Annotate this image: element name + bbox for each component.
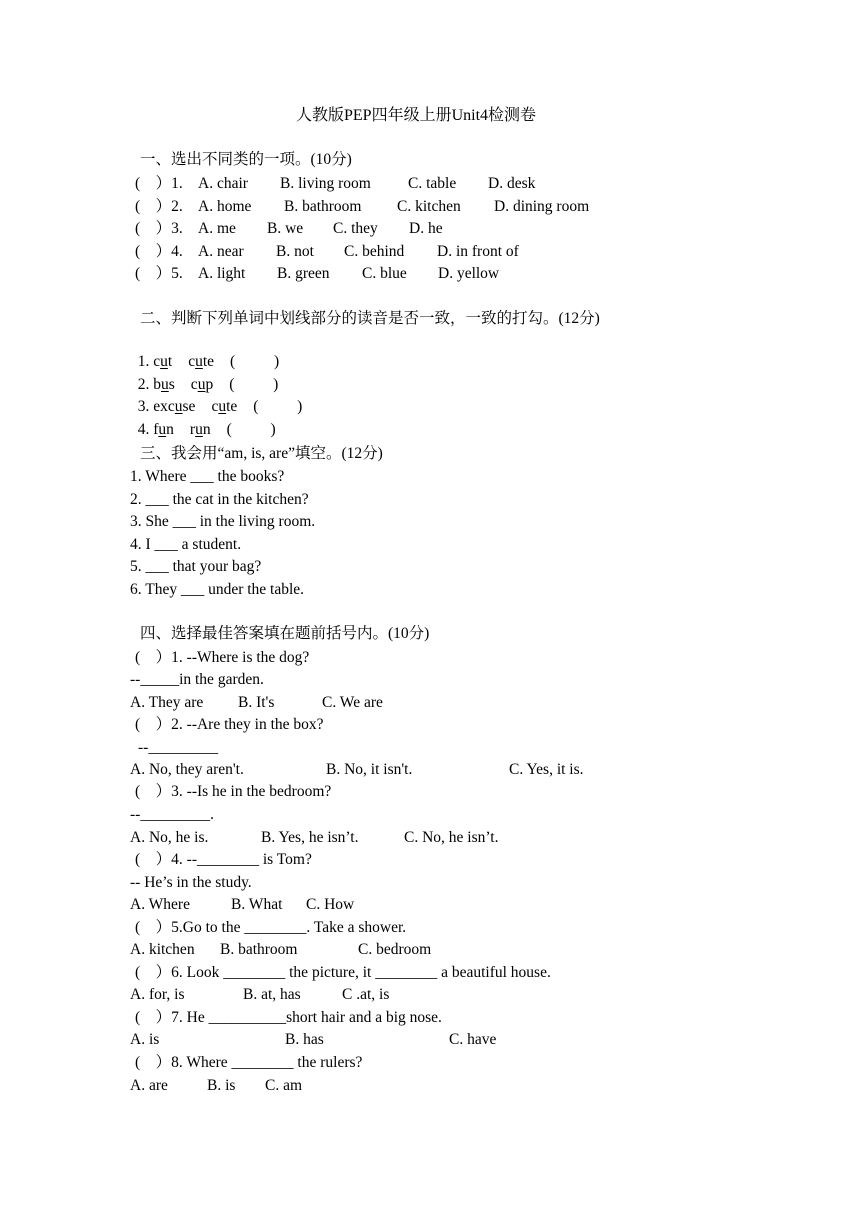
s1-q3-option-d: D. he <box>409 220 443 237</box>
s1-q2-number: ( ）2. <box>135 198 183 215</box>
s1-q5-option-b: B. green <box>277 265 330 282</box>
s1-q3-number: ( ）3. <box>135 220 183 237</box>
page-title: 人教版PEP四年级上册Unit4检测卷 <box>296 107 537 124</box>
section-4-heading: 四、选择最佳答案填在题前括号内。(10分) <box>140 625 430 642</box>
s4-q3-option-b: B. Yes, he isn’t. <box>261 829 359 846</box>
s2-item-2 <box>130 355 279 393</box>
s4-q2-option-c: C. Yes, it is. <box>509 761 584 778</box>
s3-item-3: 3. She ___ in the living room. <box>130 513 316 530</box>
s2-item-3-number: 3. <box>137 398 154 415</box>
s4-q1-answer-line: --_____in the garden. <box>130 671 264 688</box>
s4-q7-option-a: A. is <box>130 1031 160 1048</box>
s2-item-4-word2-a: r <box>189 421 196 438</box>
s2-item-1-word2-underlined: u <box>195 353 203 370</box>
s1-q2-option-a: A. home <box>198 198 252 215</box>
s4-q4-answer-line: -- He’s in the study. <box>130 874 252 891</box>
s4-q2-answer-line: --_________ <box>138 739 219 756</box>
s4-q8-option-b: B. is <box>207 1077 236 1094</box>
s4-q6-option-c: C .at, is <box>342 986 390 1003</box>
s4-q8-option-c: C. am <box>265 1077 303 1094</box>
s1-q5-option-d: D. yellow <box>438 265 500 282</box>
s1-q2-option-d: D. dining room <box>494 198 590 215</box>
s2-item-3-word1-b: se <box>182 398 196 415</box>
section-1-heading: 一、选出不同类的一项。(10分) <box>140 151 352 168</box>
s4-q7-option-c: C. have <box>449 1031 497 1048</box>
s4-q3-answer-line: --_________. <box>130 806 214 823</box>
s4-q2-question: ( ）2. --Are they in the box? <box>135 716 324 733</box>
s2-item-2-word2-b: p <box>205 376 214 393</box>
s2-item-4-answer-paren: ( ) <box>226 421 276 438</box>
s4-q8-question: ( ）8. Where ________ the rulers? <box>135 1054 363 1071</box>
s4-q6-question: ( ）6. Look ________ the picture, it ________ a beautiful house. <box>135 964 551 981</box>
s4-q3-question: ( ）3. --Is he in the bedroom? <box>135 783 332 800</box>
s1-q3-option-b: B. we <box>267 220 304 237</box>
s2-item-3-word2-a: c <box>211 398 219 415</box>
s3-item-1: 1. Where ___ the books? <box>130 468 285 485</box>
s3-item-4: 4. I ___ a student. <box>130 536 242 553</box>
s2-item-3-answer-paren: ( ) <box>253 398 303 415</box>
s4-q4-question: ( ）4. --________ is Tom? <box>135 851 312 868</box>
s2-item-2-answer-paren: ( ) <box>229 376 279 393</box>
s1-q2-option-b: B. bathroom <box>284 198 362 215</box>
s4-q7-option-b: B. has <box>285 1031 324 1048</box>
s4-q6-option-b: B. at, has <box>243 986 301 1003</box>
s2-item-3-word2-b: te <box>226 398 238 415</box>
s1-q3-option-c: C. they <box>333 220 378 237</box>
s4-q7-question: ( ）7. He __________short hair and a big nose. <box>135 1009 442 1026</box>
s2-item-1-word2-b: te <box>202 353 215 370</box>
s4-q5-option-b: B. bathroom <box>220 941 298 958</box>
s2-item-2-word2-underlined: u <box>197 376 206 393</box>
s2-item-2-word1-a: b <box>153 376 161 393</box>
s1-q5-option-a: A. light <box>198 265 246 282</box>
s2-item-4-word1-underlined: u <box>158 421 167 438</box>
s1-q1-option-c: C. table <box>408 175 457 192</box>
s1-q3-option-a: A. me <box>198 220 236 237</box>
s4-q4-option-b: B. What <box>231 896 283 913</box>
s2-item-1 <box>130 332 280 370</box>
s4-q2-option-b: B. No, it isn't. <box>326 761 413 778</box>
s1-q4-option-d: D. in front of <box>437 243 519 260</box>
s2-item-3 <box>130 377 303 415</box>
s1-q4-number: ( ）4. <box>135 243 183 260</box>
s3-item-6: 6. They ___ under the table. <box>130 581 305 598</box>
s2-item-1-word1-b: t <box>167 353 173 370</box>
s1-q4-option-b: B. not <box>276 243 314 260</box>
s2-item-2-word1-underlined: u <box>161 376 169 393</box>
s2-item-1-answer-paren: ( ) <box>230 353 280 370</box>
s1-q4-option-a: A. near <box>198 243 244 260</box>
s3-item-5: 5. ___ that your bag? <box>130 558 262 575</box>
s2-item-2-number: 2. <box>137 376 154 393</box>
s2-item-3-word2-underlined: u <box>218 398 227 415</box>
s2-item-3-word1-a: exc <box>153 398 175 415</box>
s2-item-4 <box>130 400 276 438</box>
s1-q1-option-a: A. chair <box>198 175 248 192</box>
s2-item-4-word2-b: n <box>202 421 211 438</box>
s4-q3-option-a: A. No, he is. <box>130 829 209 846</box>
s4-q1-question: ( ）1. --Where is the dog? <box>135 649 310 666</box>
s2-item-1-word1-a: c <box>153 353 161 370</box>
s2-item-2-word1-b: s <box>168 376 175 393</box>
s4-q4-option-c: C. How <box>306 896 355 913</box>
s2-item-4-word1-b: n <box>166 421 174 438</box>
s4-q5-question: ( ）5.Go to the ________. Take a shower. <box>135 919 407 936</box>
s2-item-4-word1-a: f <box>153 421 159 438</box>
s4-q5-option-a: A. kitchen <box>130 941 195 958</box>
s2-item-3-word1-underlined: u <box>174 398 183 415</box>
s4-q1-option-a: A. They are <box>130 694 204 711</box>
s2-item-1-word2-a: c <box>188 353 196 370</box>
section-3-heading: 三、我会用“am, is, are”填空。(12分) <box>140 445 383 462</box>
s1-q1-option-d: D. desk <box>488 175 536 192</box>
s1-q5-number: ( ）5. <box>135 265 183 282</box>
s4-q4-option-a: A. Where <box>130 896 190 913</box>
section-2-heading: 二、判断下列单词中划线部分的读音是否一致，一致的打勾。(12分) <box>140 310 600 327</box>
s2-item-4-number: 4. <box>137 421 154 438</box>
s2-item-2-word2-a: c <box>190 376 198 393</box>
s2-item-1-word1-underlined: u <box>160 353 168 370</box>
s4-q1-option-b: B. It's <box>238 694 275 711</box>
s4-q6-option-a: A. for, is <box>130 986 185 1003</box>
s4-q5-option-c: C. bedroom <box>358 941 432 958</box>
s2-item-1-number: 1. <box>137 353 154 370</box>
s4-q1-option-c: C. We are <box>322 694 383 711</box>
s2-item-4-word2-underlined: u <box>195 421 203 438</box>
s3-item-2: 2. ___ the cat in the kitchen? <box>130 491 309 508</box>
s4-q3-option-c: C. No, he isn’t. <box>404 829 499 846</box>
s1-q1-number: ( ）1. <box>135 175 183 192</box>
s4-q8-option-a: A. are <box>130 1077 168 1094</box>
s1-q2-option-c: C. kitchen <box>397 198 461 215</box>
s1-q5-option-c: C. blue <box>362 265 407 282</box>
s1-q4-option-c: C. behind <box>344 243 405 260</box>
s4-q2-option-a: A. No, they aren't. <box>130 761 244 778</box>
s1-q1-option-b: B. living room <box>280 175 371 192</box>
